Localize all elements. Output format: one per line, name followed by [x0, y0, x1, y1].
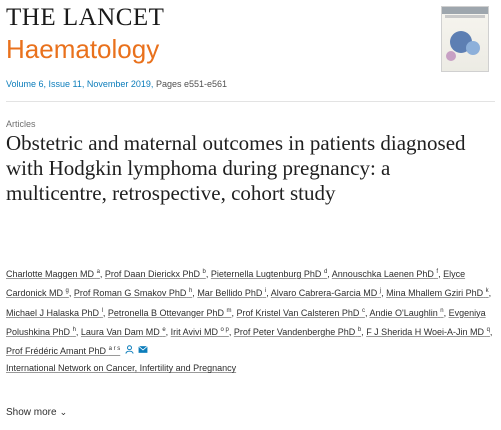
show-more-button[interactable]: Show more ⌄	[6, 407, 68, 418]
author-link[interactable]: Elyce Cardonick MD $^g$	[6, 269, 466, 299]
person-icon[interactable]	[125, 343, 134, 360]
author-link[interactable]: Irit Avivi MD $^{o p}$	[170, 326, 229, 337]
issue-date: , November 2019,	[81, 79, 154, 89]
issue-pages: Pages e551-e561	[153, 79, 227, 89]
divider	[6, 101, 495, 102]
article-title: Obstetric and maternal outcomes in patients diagnosed with Hodgkin lymphoma during pregnancy: a multicentre, retrospective, cohort study	[6, 131, 466, 205]
article-type: Articles	[6, 119, 36, 129]
author-link[interactable]: Prof Roman G Smakov PhD $^h$	[73, 288, 193, 299]
author-link[interactable]: Prof Kristel Van Calsteren PhD $^c$	[236, 307, 365, 318]
author-link[interactable]: Prof Daan Dierickx PhD $^b$	[104, 269, 206, 279]
journal-cover-image[interactable]	[441, 6, 489, 72]
author-list: Charlotte Maggen MD $^a$, Prof Daan Dierickx PhD $^b$, Pieternella Lugtenburg PhD $^d$, Annouschka Laenen PhD $^f$, Elyce Cardonick MD $^g$, Prof Roman G Smakov PhD $^h$, Mar Bellido PhD $^i$, Alvaro Cabrera-Garcia MD $^j$, Mina Mhallem Gziri PhD $^k$, Michael J Halaska PhD $^l$, Petronella B Ottevanger PhD $^m$, Prof Kristel Van Calsteren PhD $^c$, Andie O'Laughlin $^n$, Evgeniya Polushkina PhD $^h$, Laura Van Dam MD $^e$, Irit Avivi MD $^{o p}$, Prof Peter Vandenberghe PhD $^b$, F J Sherida H Woei-A-Jin MD $^q$, Prof Frédéric Amant PhD $^{a r s}$ International Network on Cancer, Infertility and Pregnancy	[6, 264, 498, 378]
author-link[interactable]: Evgeniya Polushkina PhD $^h$	[6, 307, 486, 337]
author-link[interactable]: Alvaro Cabrera-Garcia MD $^j$	[270, 288, 382, 299]
author-link[interactable]: Pieternella Lugtenburg PhD $^d$	[210, 269, 328, 279]
author-link[interactable]: Mina Mhallem Gziri PhD $^k$	[386, 288, 489, 299]
author-link[interactable]: Charlotte Maggen MD $^a$	[6, 269, 100, 279]
author-link[interactable]: Michael J Halaska PhD $^l$	[6, 307, 103, 318]
mail-icon[interactable]	[138, 343, 148, 360]
author-link[interactable]: Andie O'Laughlin $^n$	[369, 307, 444, 318]
author-link[interactable]: Annouschka Laenen PhD $^f$	[331, 269, 439, 279]
author-link[interactable]: Mar Bellido PhD $^i$	[197, 288, 267, 299]
author-group-link[interactable]: International Network on Cancer, Infertility and Pregnancy	[6, 363, 237, 374]
author-link[interactable]: Prof Peter Vandenberghe PhD $^b$	[233, 326, 362, 337]
journal-title[interactable]: THE LANCET	[6, 4, 165, 31]
issue-link[interactable]: Volume 6, Issue 11, November 2019, Pages e551-e561	[6, 79, 227, 89]
author-link[interactable]: Prof Frédéric Amant PhD $^{a r s}$	[6, 346, 121, 357]
author-link[interactable]: F J Sherida H Woei-A-Jin MD $^q$	[366, 326, 490, 337]
chevron-down-icon: ⌄	[59, 407, 68, 417]
author-link[interactable]: Laura Van Dam MD $^e$	[80, 326, 166, 337]
author-link[interactable]: Petronella B Ottevanger PhD $^m$	[107, 307, 232, 318]
journal-subtitle[interactable]: Haematology	[6, 34, 160, 64]
